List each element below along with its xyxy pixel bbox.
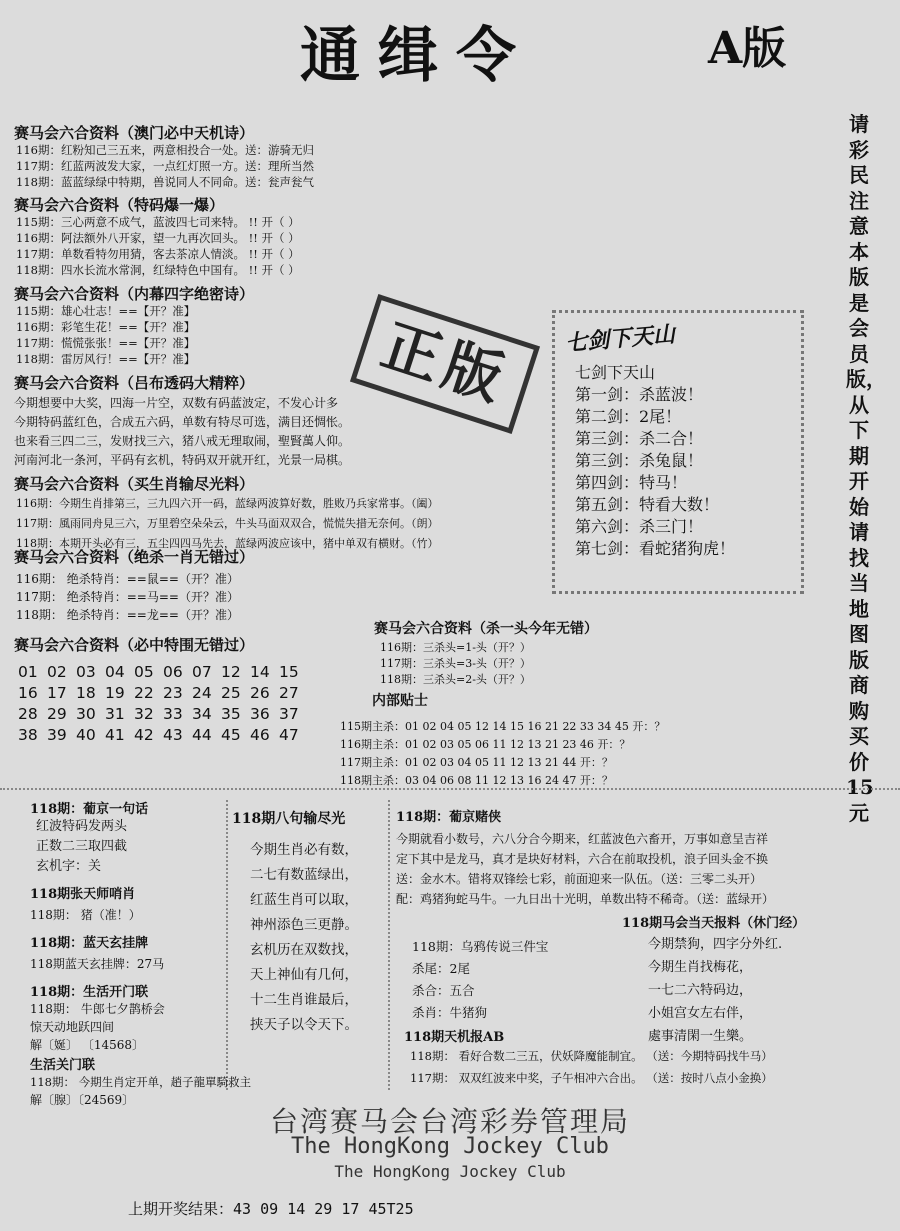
list-item: 118期： 看好合数二三五，伏妖降魔能制宜。 （送：今期特码找牛马）: [410, 1049, 773, 1063]
list-item: 117期：風雨同舟見三六，万里碧空朵朵云，牛头马面双双合，慌慌失措无奈何。（朗）: [16, 517, 439, 530]
list-item: 神州添色三更静。: [250, 917, 358, 933]
list-item: 117期：单数看特勿用猜，客去茶凉人情淡。 !! 开（ ）: [16, 247, 300, 261]
insider-tips-heading: 内部贴士: [372, 693, 428, 709]
section-heading-four-char: 赛马会六合资料（内幕四字绝密诗）: [14, 285, 255, 303]
number-cell: 01: [18, 663, 38, 681]
number-cell: 33: [163, 705, 183, 723]
list-item: 第五剑：特看大数！: [575, 495, 720, 514]
eight-lines-poem: [232, 838, 382, 1038]
list-item: 今期生肖必有数，: [250, 842, 358, 858]
list-item: 116期：三杀头=1-头（开？）: [380, 641, 531, 654]
number-cell: 26: [250, 684, 270, 702]
section-heading: 118期：葡京赌侠: [396, 810, 502, 825]
number-cell: 03: [76, 663, 96, 681]
section-heading-kill-one: 赛马会六合资料（绝杀一肖无错过）: [14, 548, 255, 566]
list-item: 今期禁狗，四字分外红.: [648, 937, 783, 952]
number-cell: 18: [76, 684, 96, 702]
list-item: 117期：三杀头=3-头（开？）: [380, 657, 531, 670]
list-item: 115期：三心两意不成气，蓝波四七司来特。 !! 开（ ）: [16, 215, 300, 229]
list-item: 配：鸡猪狗蛇马牛。一九日出十光明，单数出特不稀奇。（送：蓝绿开）: [396, 892, 775, 906]
bottom-middle-column: [232, 808, 382, 1038]
number-cell: 29: [47, 705, 67, 723]
list-item: 116期：阿法额外八开家，望一九再次回头。 !! 开（ ）: [16, 231, 300, 245]
section-lvbu: [14, 394, 350, 470]
list-item: 118期： 今期生肖定开单，趙子龍單騎救主: [30, 1075, 252, 1089]
edition-label: A版: [708, 23, 787, 74]
column-divider: [226, 800, 228, 1090]
list-item: 十二生肖谁最后，: [250, 992, 358, 1008]
list-item: 红波特码发两头: [36, 819, 128, 834]
number-cell: 44: [192, 726, 212, 744]
footer-organization: 台湾赛马会台湾彩券管理局: [269, 1105, 630, 1138]
section-four-char: [16, 303, 195, 367]
list-item: 第四剑：特马！: [575, 473, 688, 492]
list-item: 118期蓝天玄挂牌：27马: [30, 957, 165, 971]
seven-swords-title: 七剑下天山: [564, 321, 677, 357]
list-item: 第三剑：杀二合！: [575, 429, 704, 448]
section-special-code: [16, 214, 300, 278]
section-macau-poem: [16, 142, 314, 190]
section-heading: 118期：乌鸦传说三件宝: [412, 939, 549, 954]
list-item: 定下其中是龙马，真才是块好材料，六合在前取投机，浪子回头金不换: [396, 852, 769, 866]
list-item: 116期：今期生肖排第三，三九四六开一码，蓝绿两波算好数，胜败乃兵家常事。（阖）: [16, 497, 439, 510]
number-cell: 14: [250, 663, 270, 681]
list-item: 玄机字：关: [36, 859, 102, 874]
list-item: 115期主杀：01 02 04 05 12 14 15 16 21 22 33 34 45 开：？: [340, 720, 666, 733]
number-cell: 32: [134, 705, 154, 723]
list-item: 今期就看小数号，六八分合今期来，红蓝波色六畜开，万事如意呈吉祥: [396, 832, 769, 846]
number-cell: 28: [18, 705, 38, 723]
section-heading: 118期天机报AB: [404, 1030, 505, 1045]
number-cell: 31: [105, 705, 125, 723]
list-item: 118期主杀：03 04 06 08 11 12 13 16 24 47 开：？: [340, 774, 613, 787]
list-item: 杀合：五合: [412, 983, 475, 998]
section-heading: 118期：生活开门联: [30, 985, 149, 1000]
number-cell: 22: [134, 684, 154, 702]
list-item: 118期：三杀头=2-头（开？）: [380, 673, 531, 686]
section-zodiac: [16, 494, 439, 554]
list-item: 117期：红蓝两波发大家，一点红灯照一方。送：理所当然: [16, 159, 314, 173]
number-cell: 36: [250, 705, 270, 723]
number-cell: 46: [250, 726, 270, 744]
number-cell: 27: [279, 684, 299, 702]
list-item: 118期：蓝蓝绿绿中特期，兽说同人不同命。送：瓮声瓮气: [16, 175, 314, 189]
number-cell: 39: [47, 726, 67, 744]
list-item: 第七剑：看蛇猪狗虎！: [575, 539, 736, 558]
list-item: 第二剑：2尾！: [575, 407, 682, 426]
page-title: 通缉令: [300, 21, 534, 91]
section-heading-macau-poem: 赛马会六合资料（澳门必中天机诗）: [14, 124, 255, 142]
number-cell: 16: [18, 684, 38, 702]
section-heading: 118期马会当天报料（休门经）: [622, 916, 806, 931]
bottom-left-column: [30, 798, 252, 1109]
number-cell: 07: [192, 663, 212, 681]
section-kill-one: [16, 570, 239, 624]
list-item: 解〔娫〕 〔14568〕: [30, 1038, 144, 1052]
list-item: 今期特码蓝红色，合成五六码，单数有特尽可选，满目还惆怅。: [14, 415, 351, 429]
list-item: 杀尾：2尾: [412, 961, 470, 976]
number-cell: 34: [192, 705, 212, 723]
tianji-ab: [404, 1026, 898, 1089]
seven-swords-list: [575, 362, 735, 560]
section-heading-lvbu: 赛马会六合资料（吕布透码大精粹）: [14, 374, 255, 392]
crow-legend: [412, 936, 612, 1024]
number-cell: 40: [76, 726, 96, 744]
list-item: 117期主杀：01 02 03 04 05 11 12 13 21 44 开：？: [340, 756, 613, 769]
number-cell: 17: [47, 684, 67, 702]
list-item: 118期： 绝杀特肖：==龙==（开？准）: [16, 608, 239, 622]
list-item: 118期：本期开头必有三，五尘四四马先去，蓝绿两波应该中，猪中单双有横财。（竹）: [16, 537, 439, 550]
number-cell: 41: [105, 726, 125, 744]
number-cell: 19: [105, 684, 125, 702]
list-item: 118期：四水长流水常洞，红绿特色中国有。 !! 开（ ）: [16, 263, 300, 277]
list-item: 小姐宫女左右伴，: [648, 1006, 753, 1021]
number-cell: 15: [279, 663, 299, 681]
number-cell: 43: [163, 726, 183, 744]
section-divider: [0, 788, 900, 790]
insider-tips: [340, 718, 665, 790]
list-item: 118期： 牛郎七夕鹊桥会: [30, 1002, 165, 1016]
genuine-stamp: 正版: [350, 294, 540, 434]
column-divider: [388, 800, 390, 1090]
list-item: 解〔腺〕〔24569〕: [30, 1093, 135, 1107]
list-item: 红蓝生肖可以取，: [250, 892, 358, 908]
number-cell: 25: [221, 684, 241, 702]
list-item: 河南河北一条河，平码有玄机，特码双开就开红，光景一局棋。: [14, 453, 351, 467]
number-cell: 05: [134, 663, 154, 681]
list-item: 也来看三四二三，发财找三六，猪八戒无理取闹，聖賢萬人仰。: [14, 434, 351, 448]
list-item: 今期生肖找梅花，: [648, 960, 753, 975]
section-heading-special-range: 赛马会六合资料（必中特围无错过）: [14, 636, 255, 654]
number-cell: 12: [221, 663, 241, 681]
section-kill-head: [380, 640, 531, 688]
footer-english-small: The HongKong Jockey Club: [334, 1162, 566, 1181]
section-heading: 118期：葡京一句话: [30, 802, 149, 817]
list-item: 116期：彩笔生花！==【开？准】: [16, 320, 196, 334]
list-item: 118期：雷厉风行！==【开？准】: [16, 352, 196, 366]
list-item: 處事清閑一生樂。: [648, 1029, 753, 1044]
number-cell: 38: [18, 726, 38, 744]
list-item: 玄机历在双数找，: [250, 942, 358, 958]
list-item: 116期： 绝杀特肖：==鼠==（开？准）: [16, 572, 239, 586]
list-item: 117期： 绝杀特肖：==马==（开？准）: [16, 590, 239, 604]
number-cell: 42: [134, 726, 154, 744]
number-cell: 45: [221, 726, 241, 744]
section-heading: 118期张天师哨肖: [30, 887, 136, 902]
last-draw-result: 上期开奖结果：43 09 14 29 17 45T25: [128, 1200, 414, 1218]
list-item: 第三剑：杀兔鼠！: [575, 451, 704, 470]
number-cell: 06: [163, 663, 183, 681]
list-item: 117期： 双双红波来中奖，子午相冲六合出。 （送：按时八点小金换）: [410, 1071, 773, 1085]
list-item: 今期想要中大奖，四海一片空，双数有码蓝波定，不发心计多: [14, 396, 339, 410]
number-cell: 02: [47, 663, 67, 681]
bottom-right-column: [396, 806, 896, 909]
list-item: 一七二六特码边，: [648, 983, 753, 998]
list-item: 117期：慌慌张张！==【开？准】: [16, 336, 196, 350]
section-heading-kill-head: 赛马会六合资料（杀一头今年无错）: [374, 621, 598, 637]
list-item: 116期主杀：01 02 03 05 06 11 12 13 21 23 46 开：？: [340, 738, 631, 751]
number-cell: 35: [221, 705, 241, 723]
list-item: 天上神仙有几何，: [250, 967, 358, 983]
list-item: 二七有数蓝绿出，: [250, 867, 358, 883]
number-cell: 04: [105, 663, 125, 681]
section-heading: 118期：蓝天玄挂牌: [30, 936, 149, 951]
list-item: 七剑下天山: [575, 363, 656, 382]
section-heading: 生活关门联: [30, 1058, 96, 1073]
special-range-numbers: [18, 662, 308, 746]
number-cell: 24: [192, 684, 212, 702]
list-item: 挟天子以令天下。: [250, 1017, 358, 1033]
number-cell: 37: [279, 705, 299, 723]
number-cell: 30: [76, 705, 96, 723]
list-item: 杀肖：牛猪狗: [412, 1005, 488, 1020]
list-item: 116期：红粉知己三五来，两意相投合一处。送：游骑无归: [16, 143, 314, 157]
list-item: 第一剑：杀蓝波！: [575, 385, 704, 404]
list-item: 115期：雄心壮志！==【开？准】: [16, 304, 196, 318]
list-item: 惊天动地跃四间: [30, 1020, 115, 1034]
list-item: 118期： 猪（准！）: [30, 908, 141, 922]
section-heading: 118期八句输尽光: [232, 811, 346, 827]
list-item: 第六剑：杀三门！: [575, 517, 704, 536]
number-cell: 47: [279, 726, 299, 744]
list-item: 正数二三取四截: [36, 839, 128, 854]
number-cell: 23: [163, 684, 183, 702]
section-heading-zodiac: 赛马会六合资料（买生肖输尽光料）: [14, 475, 255, 493]
member-notice: 请彩民注意本版是会员版，从下期开始请找当地图版商购买价15元: [846, 112, 886, 825]
list-item: 送：金水木。错将双锋绘七彩，前面迎来一队伍。（送：三零二头开）: [396, 872, 763, 886]
section-heading-special-code: 赛马会六合资料（特码爆一爆）: [14, 196, 225, 214]
footer-english-large: The HongKong Jockey Club: [291, 1134, 609, 1159]
